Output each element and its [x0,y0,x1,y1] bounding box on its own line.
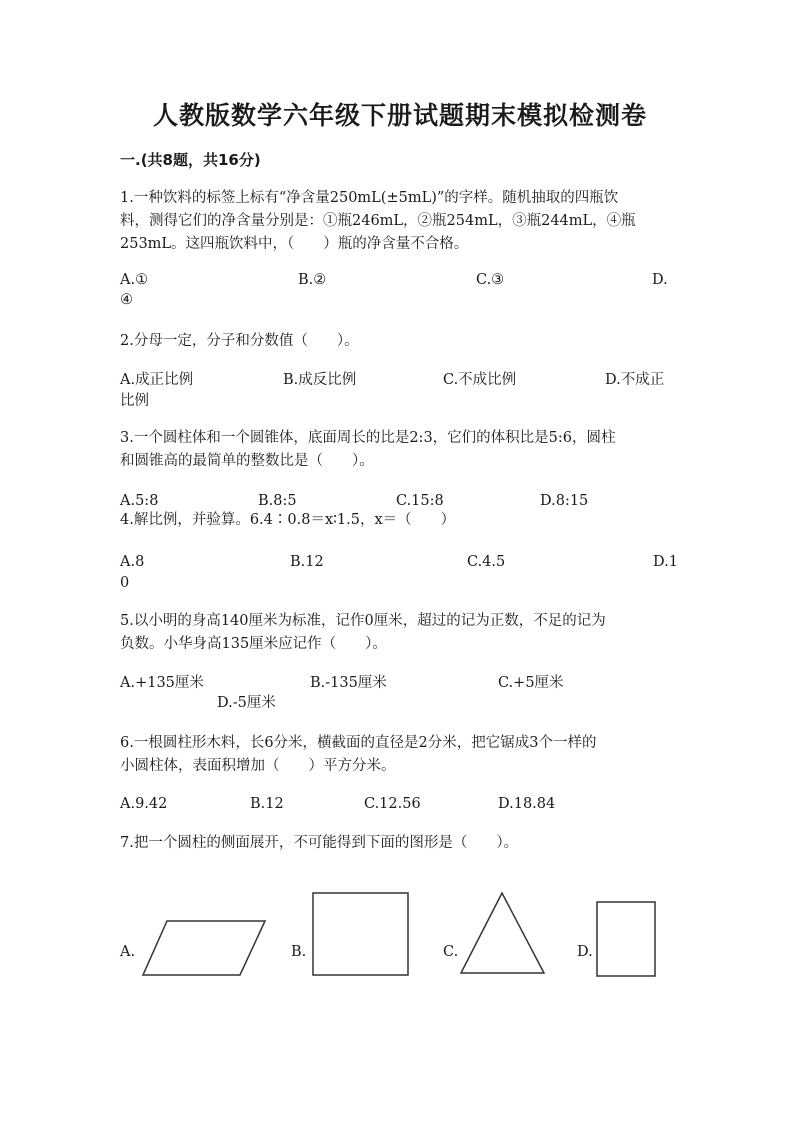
q6-option-c[interactable]: C.12.56 [364,796,421,812]
question-1 [120,187,680,256]
q1-option-d-wrap: ④ [120,292,133,308]
q4-option-d-wrap: 0 [120,575,130,591]
q2-option-a[interactable]: A.成正比例 [120,372,194,388]
q4-option-c[interactable]: C.4.5 [467,554,506,570]
q2-option-b[interactable]: B.成反比例 [283,372,357,388]
rectangle-icon [595,900,657,978]
q3-option-a[interactable]: A.5:8 [120,493,159,509]
question-1-line-3: 253mL。这四瓶饮料中，（ ）瓶的净含量不合格。 [120,236,469,252]
question-7 [120,832,680,855]
q2-option-c[interactable]: C.不成比例 [443,372,517,388]
question-6 [120,732,680,778]
q6-option-b[interactable]: B.12 [250,796,284,812]
question-5-line-2: 负数。小华身高135厘米应记作（ ）。 [120,636,387,652]
q2-option-d[interactable]: D.不成正 [605,372,665,388]
question-4-line-1: 4.解比例，并验算。6.4∶0.8＝x∶1.5，x＝（ ） [120,512,456,528]
q1-option-d[interactable]: D. [652,272,668,288]
q6-option-a[interactable]: A.9.42 [120,796,168,812]
q3-option-c[interactable]: C.15:8 [396,493,444,509]
question-2-line-1: 2.分母一定，分子和分数值（ ）。 [120,333,359,349]
q5-option-d[interactable]: D.-5厘米 [217,695,276,711]
question-5-line-1: 5.以小明的身高140厘米为标准，记作0厘米，超过的记为正数，不足的记为 [120,613,606,629]
q4-option-d[interactable]: D.1 [653,554,678,570]
parallelogram-icon [140,918,270,978]
q1-option-b[interactable]: B.② [298,272,327,288]
q5-option-c[interactable]: C.+5厘米 [498,675,564,691]
q1-option-a[interactable]: A.① [120,272,149,288]
q6-option-d[interactable]: D.18.84 [498,796,556,812]
question-6-line-1: 6.一根圆柱形木料，长6分米，横截面的直径是2分米，把它锯成3个一样的 [120,735,597,751]
q7-option-c[interactable]: C. [443,944,459,960]
section-heading: 一.(共8题，共16分) [120,151,261,169]
q4-option-a[interactable]: A.8 [120,554,145,570]
q7-option-b[interactable]: B. [291,944,307,960]
q3-option-d[interactable]: D.8:15 [540,493,589,509]
q4-option-b[interactable]: B.12 [290,554,324,570]
question-4 [120,509,680,532]
question-7-line-1: 7.把一个圆柱的侧面展开，不可能得到下面的图形是（ ）。 [120,835,519,851]
question-6-line-2: 小圆柱体，表面积增加（ ）平方分米。 [120,758,396,774]
q3-option-b[interactable]: B.8:5 [258,493,297,509]
q5-option-b[interactable]: B.-135厘米 [310,675,387,691]
q2-option-d-wrap: 比例 [120,393,149,409]
question-3-line-2: 和圆锥高的最简单的整数比是（ ）。 [120,453,374,469]
question-1-line-2: 料，测得它们的净含量分别是：①瓶246mL，②瓶254mL，③瓶244mL，④瓶 [120,213,636,229]
question-2 [120,330,680,353]
square-icon [311,891,411,977]
question-1-line-1: 1.一种饮料的标签上标有“净含量250mL(±5mL)”的字样。随机抽取的四瓶饮 [120,190,619,206]
q1-option-c[interactable]: C.③ [476,272,505,288]
triangle-icon [458,890,548,976]
question-3 [120,427,680,473]
q7-option-a[interactable]: A. [120,944,136,960]
question-3-line-1: 3.一个圆柱体和一个圆锥体，底面周长的比是2:3，它们的体积比是5:6，圆柱 [120,430,616,446]
page-title: 人教版数学六年级下册试题期末模拟检测卷 [152,101,647,130]
question-5 [120,610,680,656]
q5-option-a[interactable]: A.+135厘米 [120,675,204,691]
q7-option-d[interactable]: D. [577,944,593,960]
